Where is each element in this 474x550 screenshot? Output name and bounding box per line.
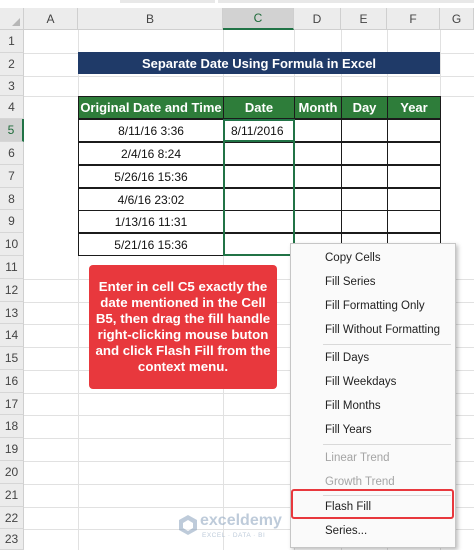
row-header-1[interactable]: 1 [0,30,24,53]
column-header-c[interactable]: C [223,8,294,30]
menu-item-fill-months[interactable]: Fill Months [325,400,381,412]
row-header-23[interactable]: 23 [0,529,24,550]
menu-item-copy-cells[interactable]: Copy Cells [325,252,381,264]
column-header-d[interactable]: D [294,8,341,30]
menu-separator [323,444,451,445]
row-header-13[interactable]: 13 [0,302,24,324]
menu-item-fill-weekdays[interactable]: Fill Weekdays [325,376,397,388]
cell-e7[interactable] [341,165,388,188]
menu-separator [323,344,451,345]
cell-f9[interactable] [387,210,441,233]
menu-item-fill-without-formatting[interactable]: Fill Without Formatting [325,324,441,336]
menu-item-fill-formatting-only[interactable]: Fill Formatting Only [325,300,425,312]
top-strip-segment [218,0,474,3]
cell-c6[interactable] [223,142,295,165]
row-header-14[interactable]: 14 [0,324,24,347]
row-header-6[interactable]: 6 [0,142,24,165]
header-date[interactable]: Date [223,96,295,119]
cell-f6[interactable] [387,142,441,165]
row-header-10[interactable]: 10 [0,233,24,256]
cell-b8[interactable]: 4/6/16 23:02 [78,188,224,211]
cell-b5[interactable]: 8/11/16 3:36 [78,119,224,142]
cell-b9[interactable]: 1/13/16 11:31 [78,210,224,233]
cell-d8[interactable] [294,188,342,211]
row-header-22[interactable]: 22 [0,507,24,529]
column-header-f[interactable]: F [387,8,440,30]
cell-c9[interactable] [223,210,295,233]
row-header-9[interactable]: 9 [0,210,24,233]
row-header-15[interactable]: 15 [0,347,24,370]
row-header-21[interactable]: 21 [0,484,24,507]
cell-f7[interactable] [387,165,441,188]
cell-e6[interactable] [341,142,388,165]
top-strip-segment [120,0,215,3]
row-header-18[interactable]: 18 [0,415,24,438]
menu-item-linear-trend: Linear Trend [325,452,390,464]
cell-f8[interactable] [387,188,441,211]
watermark [178,512,296,546]
header-month[interactable]: Month [294,96,342,119]
menu-item-fill-years[interactable]: Fill Years [325,424,372,436]
menu-item-flash-fill[interactable]: Flash Fill [325,501,372,513]
cell-d5[interactable] [294,119,342,142]
menu-item-fill-series[interactable]: Fill Series [325,276,376,288]
cell-b7[interactable]: 5/26/16 15:36 [78,165,224,188]
cell-e8[interactable] [341,188,388,211]
cell-c10[interactable] [223,233,295,256]
row-header-4[interactable]: 4 [0,96,24,119]
flash-fill-highlight-box [291,489,454,519]
row-header-11[interactable]: 11 [0,256,24,279]
cell-d9[interactable] [294,210,342,233]
watermark-name: exceldemy [200,512,282,529]
exceldemy-logo-icon [178,514,198,536]
instruction-callout: Enter in cell C5 exactly the date mentioned in the Cell B5, then drag the fill handle right-clicking mouse buton and click Flash Fill from the context menu. [89,265,277,389]
cell-c7[interactable] [223,165,295,188]
cell-c8[interactable] [223,188,295,211]
row-header-16[interactable]: 16 [0,370,24,393]
menu-item-series[interactable]: Series... [325,525,368,537]
cell-f5[interactable] [387,119,441,142]
cell-c5[interactable]: 8/11/2016 [223,119,295,142]
cell-d7[interactable] [294,165,342,188]
row-header-20[interactable]: 20 [0,461,24,484]
column-header-g[interactable]: G [440,8,474,30]
header-year[interactable]: Year [387,96,441,119]
row-header-7[interactable]: 7 [0,165,24,188]
row-header-8[interactable]: 8 [0,188,24,210]
column-header-e[interactable]: E [341,8,387,30]
menu-item-fill-days[interactable]: Fill Days [325,352,370,364]
select-all-corner[interactable] [0,8,24,30]
cell-b6[interactable]: 2/4/16 8:24 [78,142,224,165]
cell-b10[interactable]: 5/21/16 15:36 [78,233,224,256]
column-header-a[interactable]: A [24,8,78,30]
header-original-date-and-time[interactable]: Original Date and Time [78,96,224,119]
row-header-12[interactable]: 12 [0,279,24,302]
cell-e9[interactable] [341,210,388,233]
menu-item-growth-trend: Growth Trend [325,476,395,488]
row-header-19[interactable]: 19 [0,438,24,461]
watermark-tagline: EXCEL · DATA · BI [202,532,266,539]
row-header-17[interactable]: 17 [0,393,24,415]
page-title-banner: Separate Date Using Formula in Excel [78,52,440,74]
row-header-5[interactable]: 5 [0,119,24,142]
header-day[interactable]: Day [341,96,388,119]
gridline-horizontal [24,76,474,77]
column-header-b[interactable]: B [78,8,223,30]
cell-d6[interactable] [294,142,342,165]
cell-e5[interactable] [341,119,388,142]
top-strip [0,0,474,5]
row-header-2[interactable]: 2 [0,53,24,76]
row-header-3[interactable]: 3 [0,76,24,96]
